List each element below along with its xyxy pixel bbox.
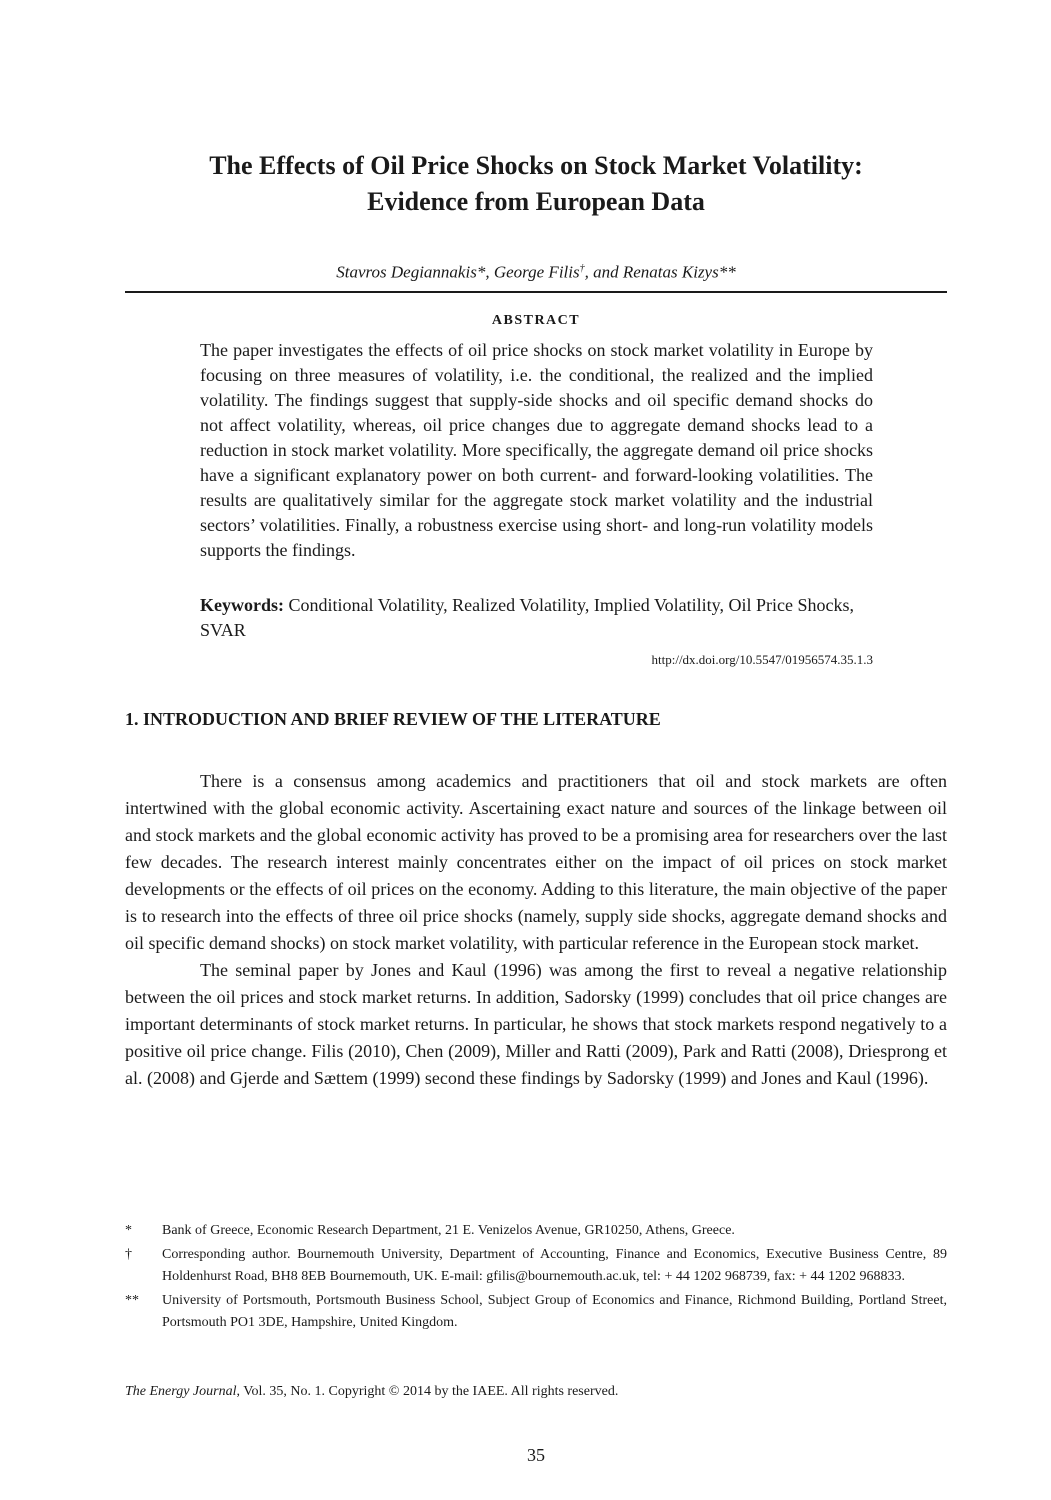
- author-degiannakis: Stavros Degiannakis*: [336, 262, 486, 282]
- keywords-list: Conditional Volatility, Realized Volatility, Implied Volatility, Oil Price Shocks, SVAR: [200, 595, 854, 640]
- footnote: [125, 1220, 947, 1243]
- header-rule: [125, 291, 947, 293]
- footnote-text: University of Portsmouth, Portsmouth Business School, Subject Group of Economics and Finance, Richmond Building, Portland Street, Portsmouth PO1 3DE, Hampshire, United Kingdom.: [162, 1292, 947, 1330]
- author-separator: ,: [485, 262, 494, 282]
- paragraph: There is a consensus among academics and practitioners that oil and stock markets are often intertwined with the global economic activity. Ascertaining exact nature and sources of the linkage between oil and stock markets and the global economic activity has proved to be a promising area for researchers over the last few decades. The research interest mainly concentrates either on the impact of oil prices on stock market developments or the effects of oil prices on the economy. Adding to this literature, the main objective of the paper is to research into the effects of three oil price shocks (namely, supply side shocks, aggregate demand shocks and oil specific demand shocks) on stock market volatility, with particular reference in the European stock market.: [125, 771, 947, 953]
- footnote-mark: †: [125, 1246, 132, 1262]
- author-list: [125, 257, 947, 285]
- journal-name: The Energy Journal: [125, 1384, 237, 1399]
- footnotes: [125, 1220, 947, 1336]
- section-heading: 1. INTRODUCTION AND BRIEF REVIEW OF THE LITERATURE: [125, 709, 661, 729]
- footnote-mark: **: [125, 1292, 139, 1308]
- title-line-2: Evidence from European Data: [367, 187, 705, 216]
- title-line-1: The Effects of Oil Price Shocks on Stock Market Volatility:: [209, 151, 863, 180]
- author-filis: George Filis: [493, 262, 580, 282]
- body-text: [125, 768, 947, 1092]
- paper-title: [125, 148, 947, 220]
- footnote: [125, 1290, 947, 1335]
- author-kizys: Renatas Kizys**: [622, 262, 736, 282]
- keywords: [200, 593, 873, 643]
- footnote: [125, 1244, 947, 1289]
- keywords-label: Keywords:: [200, 595, 284, 615]
- abstract-text: The paper investigates the effects of oil price shocks on stock market volatility in Europe by focusing on three measures of volatility, i.e. the conditional, the realized and the implied volatility. The findings suggest that supply-side shocks and oil specific demand shocks do not affect volatility, whereas, oil price changes due to aggregate demand shocks lead to a reduction in stock market volatility. More specifically, the aggregate demand oil price shocks have a significant explanatory power on both current- and forward-looking volatilities. The results are qualitatively similar for the aggregate stock market volatility and the industrial sectors’ volatilities. Finally, a robustness exercise using short- and long-run volatility models supports the findings.: [200, 340, 873, 560]
- paragraph: The seminal paper by Jones and Kaul (1996) was among the first to reveal a negative relationship between the oil prices and stock market returns. In addition, Sadorsky (1999) concludes that oil price changes are important determinants of stock market returns. In particular, he shows that stock markets respond negatively to a positive oil price change. Filis (2010), Chen (2009), Miller and Ratti (2009), Park and Ratti (2008), Driesprong et al. (2008) and Gjerde and Sættem (1999) second these findings by Sadorsky (1999) and Jones and Kaul (1996).: [125, 960, 947, 1088]
- footnote-text: Bank of Greece, Economic Research Department, 21 E. Venizelos Avenue, GR10250, Athens, Greece.: [162, 1223, 735, 1238]
- author-separator: , and: [584, 262, 623, 282]
- doi-link[interactable]: http://dx.doi.org/10.5547/01956574.35.1.3: [651, 652, 873, 667]
- journal-details: , Vol. 35, No. 1. Copyright © 2014 by the IAEE. All rights reserved.: [236, 1384, 619, 1399]
- page-number: 35: [527, 1445, 545, 1465]
- author-filis-mark: †: [579, 263, 585, 274]
- footnote-text: Corresponding author. Bournemouth University, Department of Accounting, Finance and Economics, Executive Business Centre, 89 Holdenhurst Road, BH8 8EB Bournemouth, UK. E-mail: gfilis@bournemouth.ac.uk, tel: + 44 1202 968739, fax: + 44 1202 968833.: [162, 1246, 947, 1284]
- journal-citation: [125, 1381, 947, 1403]
- footnote-mark: *: [125, 1223, 132, 1238]
- abstract-heading: ABSTRACT: [491, 313, 581, 328]
